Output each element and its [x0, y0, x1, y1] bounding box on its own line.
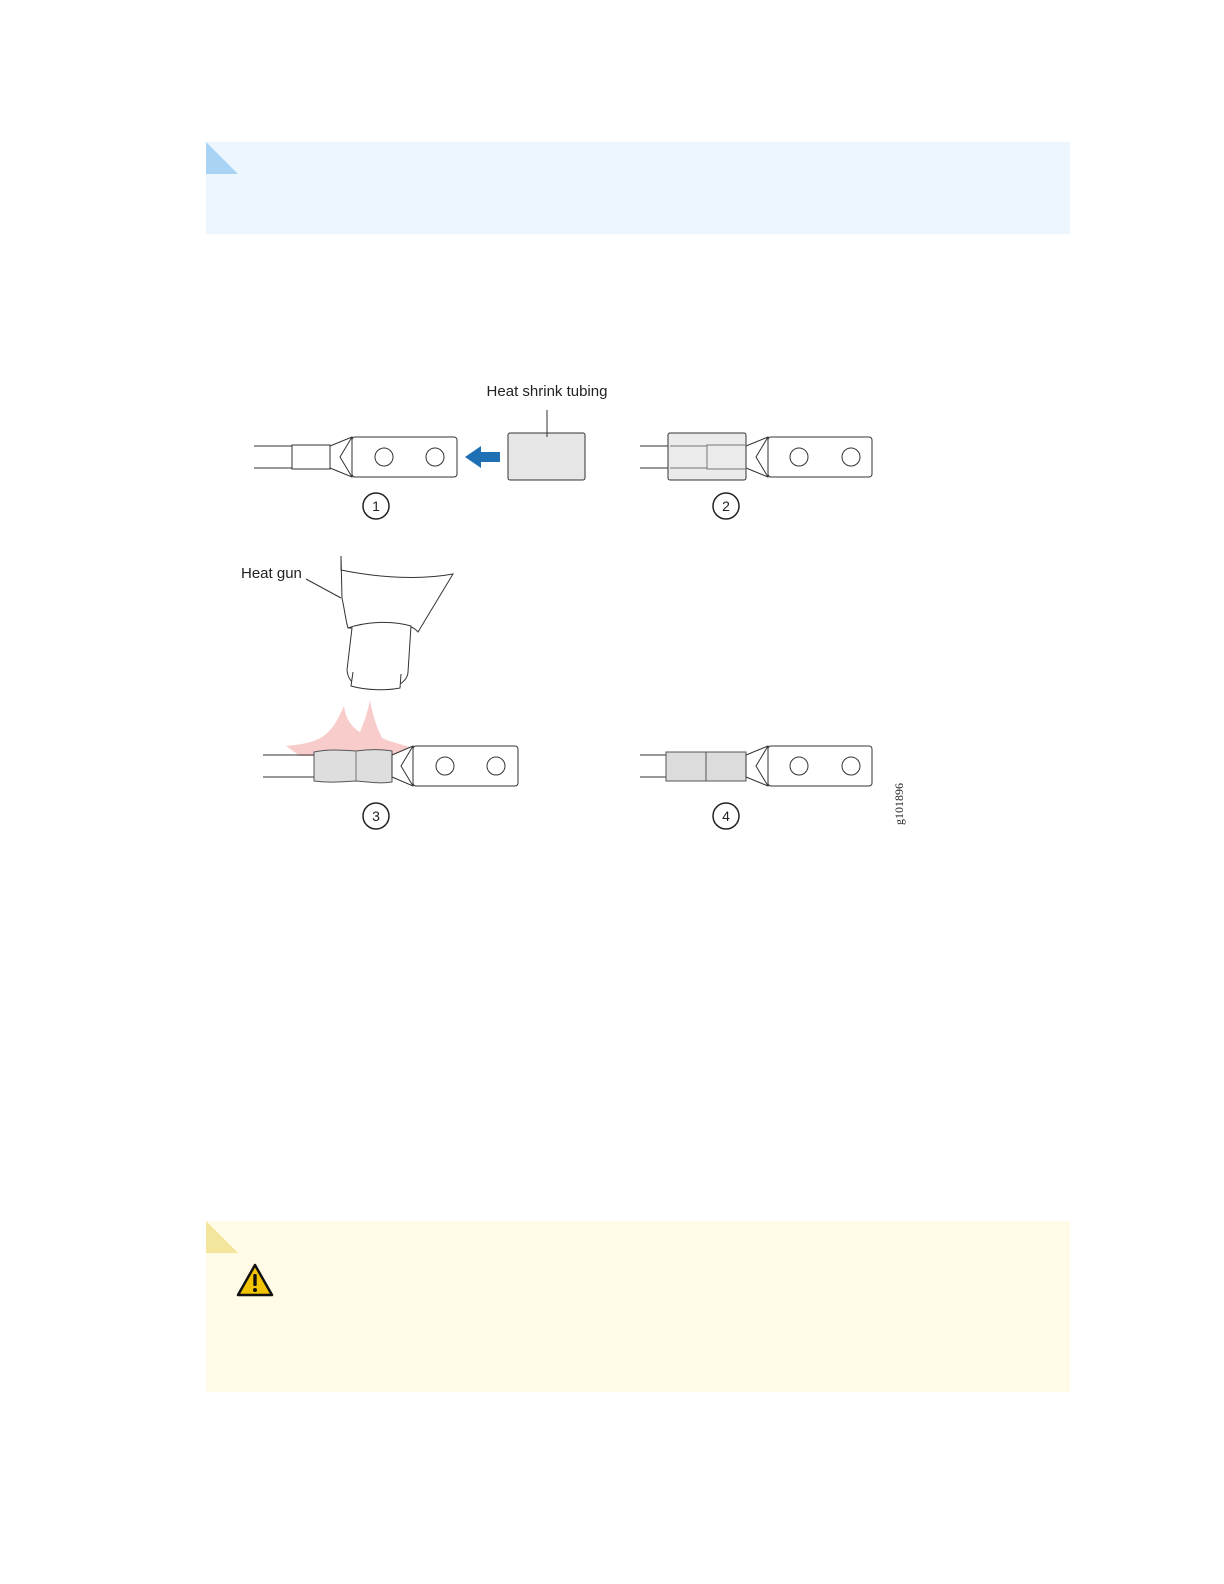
label-heat-gun: Heat gun — [241, 565, 302, 582]
heat-gun-icon — [241, 556, 453, 690]
step-2-illustration — [640, 433, 872, 519]
warning-triangle-icon — [236, 1263, 274, 1297]
label-heat-shrink-tubing: Heat shrink tubing — [486, 383, 608, 400]
step-number-4: 4 — [722, 808, 730, 824]
heat-glow — [286, 700, 412, 756]
step-1-illustration — [254, 383, 607, 519]
figure-id: g101896 — [892, 783, 906, 825]
step-number-1: 1 — [372, 498, 380, 514]
caution-corner-icon — [206, 1221, 238, 1253]
step-3-illustration — [263, 700, 518, 829]
left-arrow-icon — [465, 446, 500, 468]
caution-box — [206, 1221, 1070, 1392]
step-number-3: 3 — [372, 808, 380, 824]
heat-shrink-tube — [508, 433, 585, 480]
step-4-illustration — [640, 746, 872, 829]
step-number-2: 2 — [722, 498, 730, 514]
